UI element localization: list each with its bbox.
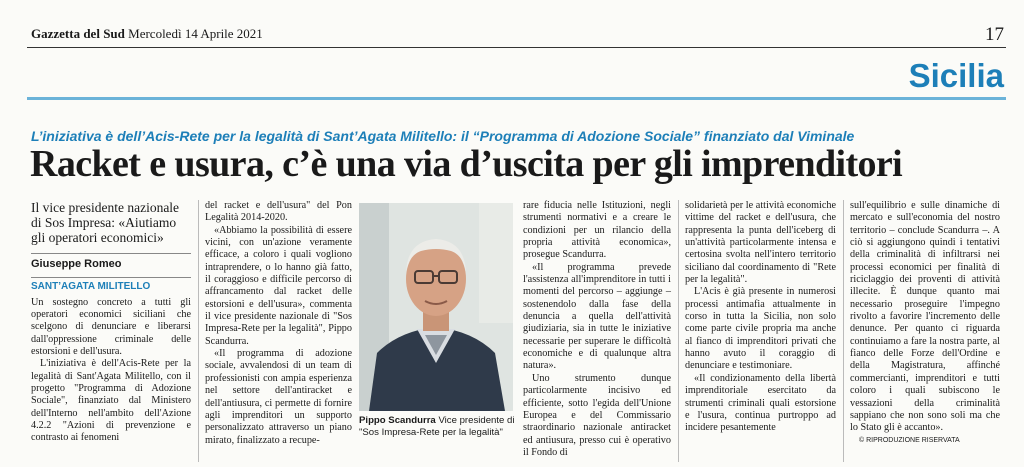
portrait-photo [359, 203, 513, 411]
header-rule [27, 47, 1006, 48]
paragraph: L'iniziativa è dell'Acis-Rete per la legalità di Sant'Agata Militello, con il progetto "Programma di Adozione Sociale", finanziato dal Ministero dell'Interno nell'ambito dell'Azione 4.2.2 "Azioni di prevenzione e contrasto ai fenomeni [31, 358, 191, 444]
article-column-2 [205, 200, 352, 447]
paragraph: «Il condizionamento della libertà imprenditoriale esercitato da strumenti criminali quali estorsione e l'usura, continua purtroppo ad incidere pesantemente [685, 372, 836, 434]
paragraph: «Il programma di adozione sociale, avvalendosi di un team di professionisti con ampia esperienza nel settore dell'antiracket e dell'antiusura, ci permette di fornire agli imprenditori un supporto personalizzato attraverso un piano mirato, finalizzato a recupe- [205, 348, 352, 446]
column-divider [198, 200, 199, 462]
article-subtitle: Il vice presidente nazionale di Sos Impresa: «Aiutiamo gli operatori economici» [31, 200, 180, 245]
article-column-1 [31, 200, 191, 445]
article-author: Giuseppe Romeo [31, 253, 191, 270]
paragraph: «Abbiamo la possibilità di essere vicini, con un'azione veramente efficace, a coloro i quali vogliono intraprendere, o lo hanno già fatto, il coraggioso e difficile percorso di affrancamento dal racket delle estorsioni e dell'usura», commenta il vice presidente nazionale di "Sos Impresa-Rete per la legalità", Pippo Scandurra. [205, 224, 352, 347]
portrait-illustration [359, 203, 513, 411]
column-divider [843, 200, 844, 462]
section-rule [27, 97, 1006, 100]
column-divider [678, 200, 679, 462]
article-kicker: L’iniziativa è dell’Acis-Rete per la legalità di Sant’Agata Militello: il “Programma di Adozione Sociale” finanziato dal Viminale [31, 128, 855, 144]
paragraph: sull'equilibrio e sulle dinamiche di mercato e sull'economia del nostro territorio – conclude Scandurra –. A ciò si aggiungono quindi i tentativi della criminalità di infiltrarsi nei processi economici per finalità di riciclaggio dei proventi di attività illecite. È dunque quanto mai necessario proseguire l'impegno rivolto a favorire l'incremento delle denunce. Per quanto ci riguarda continuiamo a fare la nostra parte, al fianco delle Forze dell'Ordine e della Magistratura, affinché commercianti, imprenditori e tutti coloro i quali subiscono le vessazioni della criminalità sappiano che non sono soli ma che lo Stato gli è accanto». [850, 200, 1000, 434]
caption-text: Vice presidente di "Sos Impresa-Rete per la legalità" [359, 415, 515, 438]
article-column-4 [685, 200, 836, 435]
page-number: 17 [985, 24, 1004, 45]
paragraph: del racket e dell'usura" del Pon Legalità 2014-2020. [205, 200, 352, 224]
article-dateline: SANT’AGATA MILITELLO [31, 277, 191, 293]
paragraph: Uno strumento dunque particolarmente incisivo ed efficiente, sotto l'egida dell'Unione Europea e del Commissario straordinario nazionale antiracket ed antiusura, presso cui è operativo il Fondo di [523, 372, 671, 458]
section-title: Sicilia [908, 57, 1004, 94]
article-column-5 [850, 200, 1000, 447]
issue-date: Mercoledì 14 Aprile 2021 [128, 26, 263, 41]
paragraph: Un sostegno concreto a tutti gli operatori economici siciliani che scelgono di denunciare e liberarsi dall'oppressione criminale delle estorsioni e dell'usura. [31, 296, 191, 358]
publication-name: Gazzetta del Sud [31, 26, 125, 41]
caption-name: Pippo Scandurra [359, 415, 436, 426]
paragraph: solidarietà per le attività economiche vittime del racket e dell'usura, che rappresenta la punta dell'iceberg di un'attività particolarmente intensa e certosina svolta nell'intero territorio siciliano dal coordinamento di "Rete per la legalità". [685, 200, 836, 286]
article-headline: Racket e usura, c’è una via d’uscita per gli imprenditori [30, 143, 903, 185]
masthead [31, 26, 263, 42]
paragraph: «Il programma prevede l'assistenza all'imprenditore in tutti i momenti del percorso – aggiunge – sostenendolo dalla fase della denuncia a quella dell'attività giudiziaria, sia in tutte le iniziative necessarie per superare le difficoltà economiche e di qualunque altra natura». [523, 261, 671, 372]
photo-caption [359, 415, 515, 439]
paragraph: L'Acis è già presente in numerosi processi antimafia attualmente in corso in tutta la Sicilia, non solo come parte civile propria ma anche al fianco di imprenditori privati che hanno avuto il coraggio di denunciare e testimoniare. [685, 286, 836, 372]
article-column-3 [523, 200, 671, 459]
copyright-notice: © RIPRODUZIONE RISERVATA [859, 436, 960, 444]
paragraph: rare fiducia nelle Istituzioni, negli strumenti normativi e a creare le condizioni per un rilancio della propria attività economica», prosegue Scandurra. [523, 200, 671, 261]
